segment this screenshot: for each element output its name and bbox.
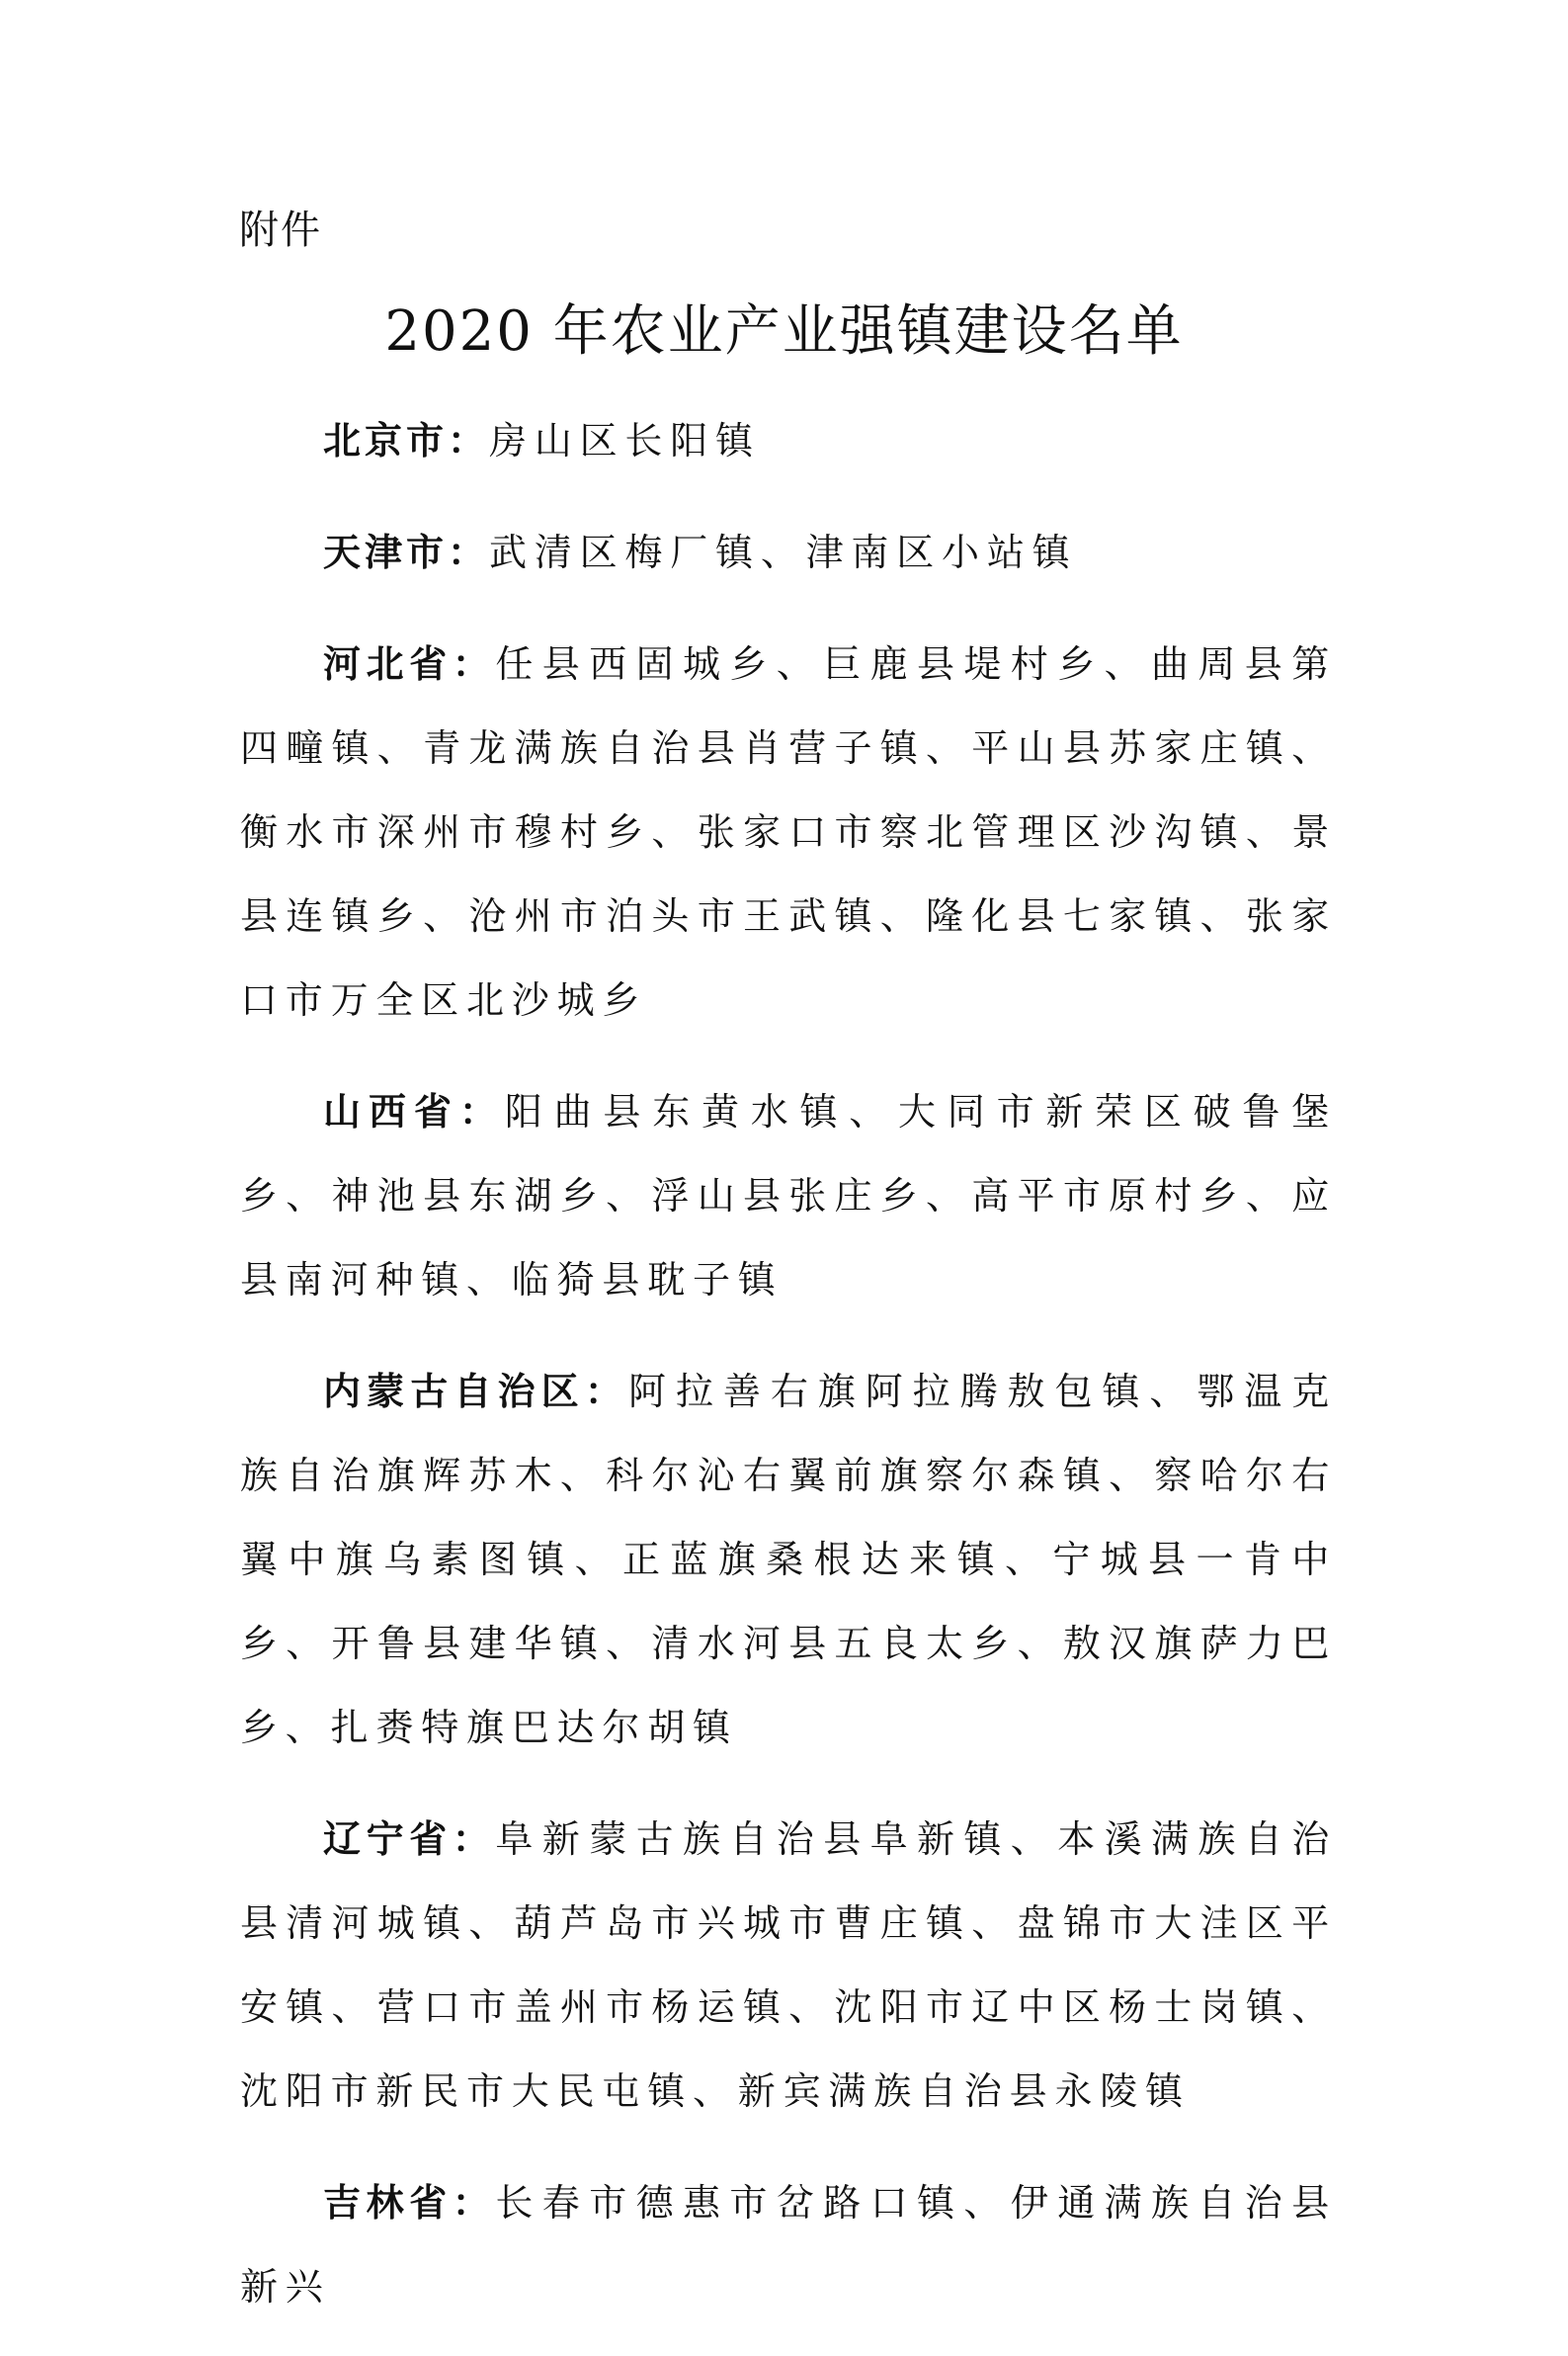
attachment-label: 附件 [239, 208, 322, 253]
province-label: 吉林省： [323, 2180, 496, 2225]
province-label: 北京市： [323, 418, 490, 463]
province-label: 河北省： [323, 641, 496, 686]
list-item [240, 510, 1337, 595]
town-names: 阳曲县东黄水镇、大同市新荣区破鲁堡乡、神池县东湖乡、浮山县张庄乡、高平市原村乡、应县南河种镇、临猗县耽子镇 [240, 1090, 1337, 1302]
province-label: 山西省： [323, 1089, 505, 1134]
town-names: 任县西固城乡、巨鹿县堤村乡、曲周县第四疃镇、青龙满族自治县肖营子镇、平山县苏家庄镇、衡水市深州市穆村乡、张家口市察北管理区沙沟镇、景县连镇乡、沧州市泊头市王武镇、隆化县七家镇、张家口市万全区北沙城乡 [240, 642, 1337, 1022]
list-item [240, 622, 1337, 1043]
town-names: 武清区梅厂镇、津南区小站镇 [489, 531, 1078, 574]
list-item [240, 2160, 1337, 2329]
list-item [240, 1797, 1337, 2134]
town-list [240, 398, 1337, 2356]
town-names: 阿拉善右旗阿拉腾敖包镇、鄂温克族自治旗辉苏木、科尔沁右翼前旗察尔森镇、察哈尔右翼中旗乌素图镇、正蓝旗桑根达来镇、宁城县一肯中乡、开鲁县建华镇、清水河县五良太乡、敖汉旗萨力巴乡、扎赉特旗巴达尔胡镇 [240, 1370, 1337, 1749]
province-label: 内蒙古自治区： [323, 1369, 628, 1413]
town-names: 阜新蒙古族自治县阜新镇、本溪满族自治县清河城镇、葫芦岛市兴城市曹庄镇、盘锦市大洼区平安镇、营口市盖州市杨运镇、沈阳市辽中区杨士岗镇、沈阳市新民市大民屯镇、新宾满族自治县永陵镇 [240, 1817, 1337, 2113]
town-names: 房山区长阳镇 [489, 419, 761, 463]
document-title: 2020 年农业产业强镇建设名单 [384, 299, 1184, 364]
province-label: 辽宁省： [323, 1816, 496, 1861]
province-label: 天津市： [323, 530, 490, 574]
list-item [240, 398, 1337, 483]
list-item [240, 1349, 1337, 1770]
town-names: 长春市德惠市岔路口镇、伊通满族自治县新兴 [240, 2181, 1337, 2309]
list-item [240, 1069, 1337, 1322]
